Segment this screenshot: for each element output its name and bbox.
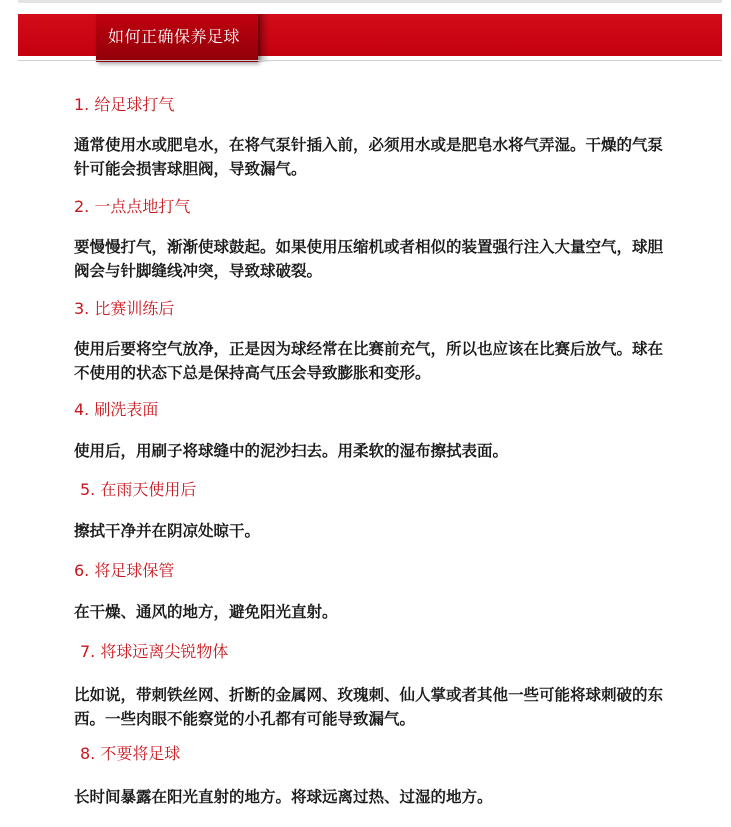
section-body-4: 使用后，用刷子将球缝中的泥沙扫去。用柔软的湿布擦拭表面。 bbox=[74, 442, 509, 460]
section-body-1: 通常使用水或肥皂水，在将气泵针插入前，必须用水或是肥皂水将气弄湿。干燥的气泵针可能会损害球胆阀，导致漏气。 bbox=[74, 136, 664, 178]
section-heading-4: 4. 刷洗表面 bbox=[74, 400, 159, 419]
section-body-2: 要慢慢打气，渐渐使球鼓起。如果使用压缩机或者相似的装置强行注入大量空气，球胆阀会与针脚缝线冲突，导致球破裂。 bbox=[74, 238, 664, 280]
page-title: 如何正确保养足球 bbox=[108, 27, 241, 46]
section-body-6: 在干燥、通风的地方，避免阳光直射。 bbox=[74, 603, 338, 621]
section-heading-2: 2. 一点点地打气 bbox=[74, 197, 191, 216]
section-heading-5: 5. 在雨天使用后 bbox=[80, 480, 197, 499]
section-body-7: 比如说，带刺铁丝网、折断的金属网、玫瑰刺、仙人掌或者其他一些可能将球刺破的东西。一些肉眼不能察觉的小孔都有可能导致漏气。 bbox=[74, 686, 664, 728]
section-heading-7: 7. 将球远离尖锐物体 bbox=[80, 642, 229, 661]
section-heading-6: 6. 将足球保管 bbox=[74, 561, 175, 580]
section-heading-3: 3. 比赛训练后 bbox=[74, 299, 175, 318]
section-body-8: 长时间暴露在阳光直射的地方。将球远离过热、过湿的地方。 bbox=[74, 788, 493, 806]
section-body-5: 擦拭干净并在阴凉处晾干。 bbox=[74, 522, 261, 540]
section-heading-8: 8. 不要将足球 bbox=[80, 744, 181, 763]
section-body-3: 使用后要将空气放净，正是因为球经常在比赛前充气，所以也应该在比赛后放气。球在不使用的状态下总是保持高气压会导致膨胀和变形。 bbox=[74, 340, 664, 382]
section-heading-1: 1. 给足球打气 bbox=[74, 95, 175, 114]
